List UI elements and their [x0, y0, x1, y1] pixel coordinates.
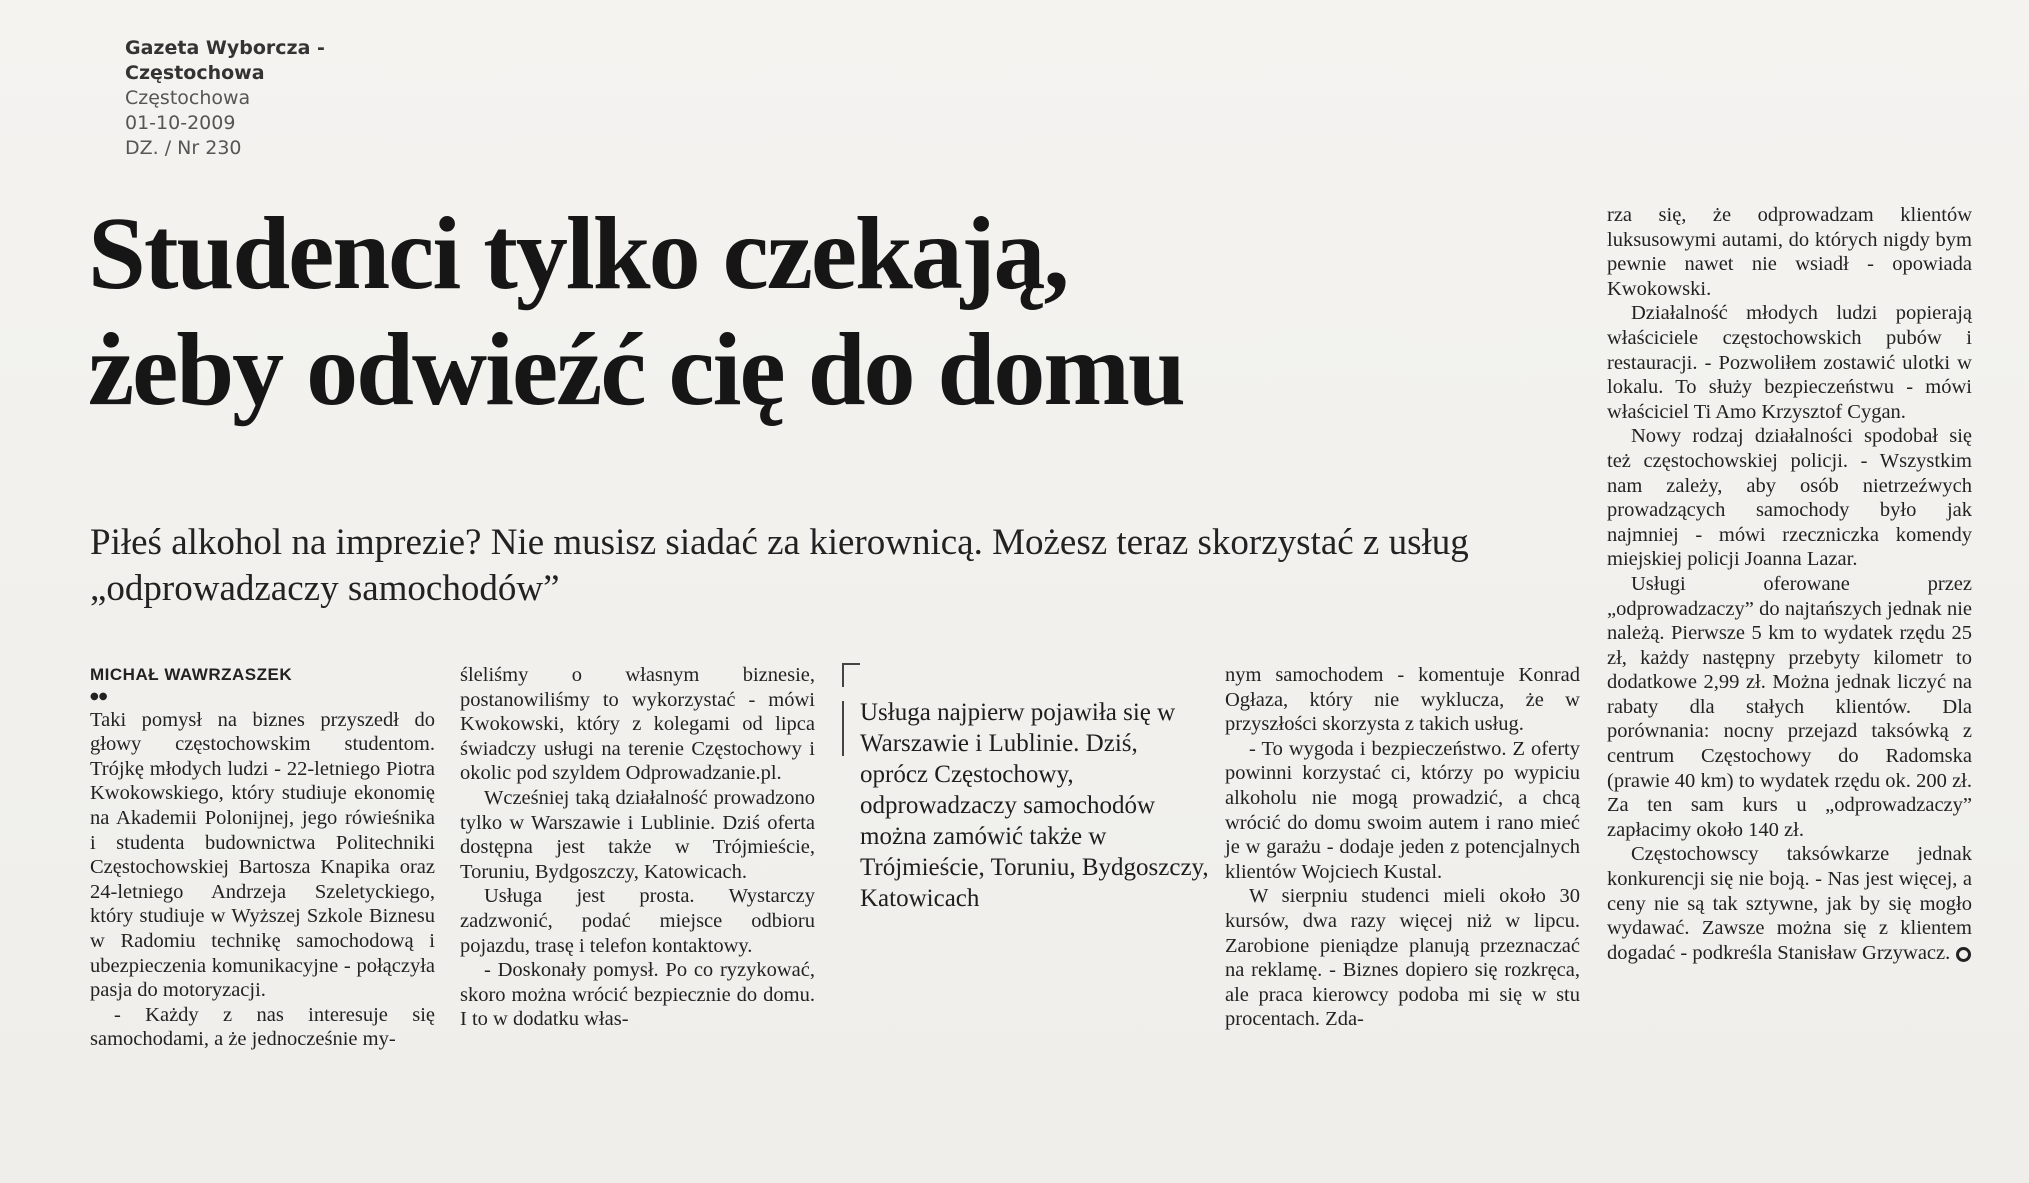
source-date: 01-10-2009 — [125, 112, 236, 134]
paragraph: Działalność młodych ludzi popierają właściciele częstochowskich pubów i restauracji. - Pozwoliłem zostawić ulotki w lokalu. To służy bezpieczeństwu - mówi właściciel Ti Amo Krzysztof Cygan. — [1607, 302, 1972, 423]
article-headline — [88, 196, 1608, 428]
paragraph: rza się, że odprowadzam klientów luksusowymi autami, do których nigdy bym pewnie nawet nie wsiadł - opowiada Kwokowski. — [1607, 204, 1972, 300]
paragraph: śleliśmy o własnym biznesie, postanowiliśmy to wykorzystać - mówi Kwokowski, który z kolegami od lipca świadczy usługi na terenie Częstochowy i okolic pod szyldem Odprowadzanie.pl. — [460, 664, 815, 785]
paragraph: Usługa jest prosta. Wystarczy zadzwonić, podać miejsce odbioru pojazdu, trasę i telefon kontaktowy. — [460, 885, 815, 957]
article-lead: Piłeś alkohol na imprezie? Nie musisz siadać za kierownicą. Możesz teraz skorzystać z usług „odprowadzaczy samochodów” — [90, 522, 1469, 609]
text-column-1 — [90, 663, 435, 1052]
paragraph-last-text: Częstochowscy taksówkarze jednak konkurencji się nie boją. - Nas jest więcej, a ceny nie są tak sztywne, jak by się mogło wydawać. Zawsze można się z klientem dogadać - podkreśla Stanisław Grzywacz. — [1607, 843, 1972, 964]
paragraph: Wcześniej taką działalność prowadzono tylko w Warszawie i Lublinie. Dziś oferta dostępna jest także w Trójmieście, Toruniu, Bydgoszczy, Katowicach. — [460, 786, 815, 883]
pull-quote-text: Usługa najpierw pojawiła się w Warszawie i Lublinie. Dziś, oprócz Częstochowy, odprowadzaczy samochodów można zamówić także w Trójmieście, Toruniu, Bydgoszczy, Katowicach — [860, 699, 1209, 912]
quote-corner-mark — [842, 663, 860, 687]
source-name-line2: Częstochowa — [125, 62, 265, 84]
paragraph: Usługi oferowane przez „odprowadzaczy” do najtańszych jednak nie należą. Pierwsze 5 km to wydatek rzędu 25 zł, każdy następny przebyty kilometr to dodatkowe 2,99 zł. Można jednak liczyć na rabaty dla stałych klientów. Dla porównania: nocny przejazd taksówką z centrum Częstochowy do Radomska (prawie 40 km) to wydatek rzędu ok. 200 zł. Za ten sam kurs u „odprowadzaczy” zapłacimy około 140 zł. — [1607, 572, 1972, 841]
paragraph: - Każdy z nas interesuje się samochodami, a że jednocześnie my- — [90, 1003, 435, 1051]
paragraph: - To wygoda i bezpieczeństwo. Z oferty powinni korzystać ci, którzy po wypiciu alkoholu nie mogą prowadzić, a chcą wrócić do domu swoim autem i rano mieć je w garażu - dodaje jeden z potencjalnych klientów Wojciech Kustal. — [1225, 737, 1580, 883]
paragraph: - Doskonały pomysł. Po co ryzykować, skoro można wrócić bezpiecznie do domu. I to w dodatku włas- — [460, 959, 815, 1031]
paragraph: Nowy rodzaj działalności spodobał się też częstochowskiej policji. - Wszystkim nam zależy, aby osób nietrzeźwych prowadzących samochody było jak najmniej - mówi rzeczniczka komendy miejskiej policji Joanna Lazar. — [1607, 425, 1972, 571]
text-column-4 — [1225, 663, 1580, 1032]
paragraph-last — [1607, 842, 1972, 965]
end-of-article-icon — [1956, 947, 1971, 962]
pull-quote — [842, 663, 1210, 914]
source-city: Częstochowa — [125, 87, 251, 109]
headline-line-2: żeby odwieźć cię do domu — [88, 312, 1184, 427]
headline-line-1: Studenci tylko czekają, — [88, 196, 1068, 311]
source-header — [125, 36, 325, 161]
quote-bar — [842, 701, 844, 756]
text-column-2 — [460, 663, 815, 1032]
source-issue: DZ. / Nr 230 — [125, 137, 242, 159]
paragraph: Taki pomysł na biznes przyszedł do głowy częstochowskim studentom. Trójkę młodych ludzi - 22-letniego Piotra Kwokowskiego, który studiuje ekonomię na Akademii Polonijnej, jego rówieśnika i studenta budownictwa Politechniki Częstochowskiej Bartosza Knapika oraz 24-letniego Andrzeja Szeletyckiego, który studiuje w Wyższej Szkole Biznesu w Radomiu technikę samochodową i ubezpieczenia komunikacyjne - połączyła pasja do motoryzacji. — [90, 708, 435, 1002]
text-column-5 — [1607, 203, 1972, 965]
paragraph: nym samochodem - komentuje Konrad Ogłaza, który nie wyklucza, że w przyszłości skorzysta z takich usług. — [1225, 664, 1580, 736]
paragraph: W sierpniu studenci mieli około 30 kursów, dwa razy więcej niż w lipcu. Zarobione pieniądze planują przeznaczać na reklamę. - Biznes dopiero się rozkręca, ale praca kierowcy podoba mi się w stu procentach. Zda- — [1225, 885, 1580, 1031]
author-dots: ●● — [90, 690, 108, 702]
author-byline: MICHAŁ WAWRZASZEK — [90, 665, 293, 684]
source-name-line1: Gazeta Wyborcza - — [125, 37, 325, 59]
